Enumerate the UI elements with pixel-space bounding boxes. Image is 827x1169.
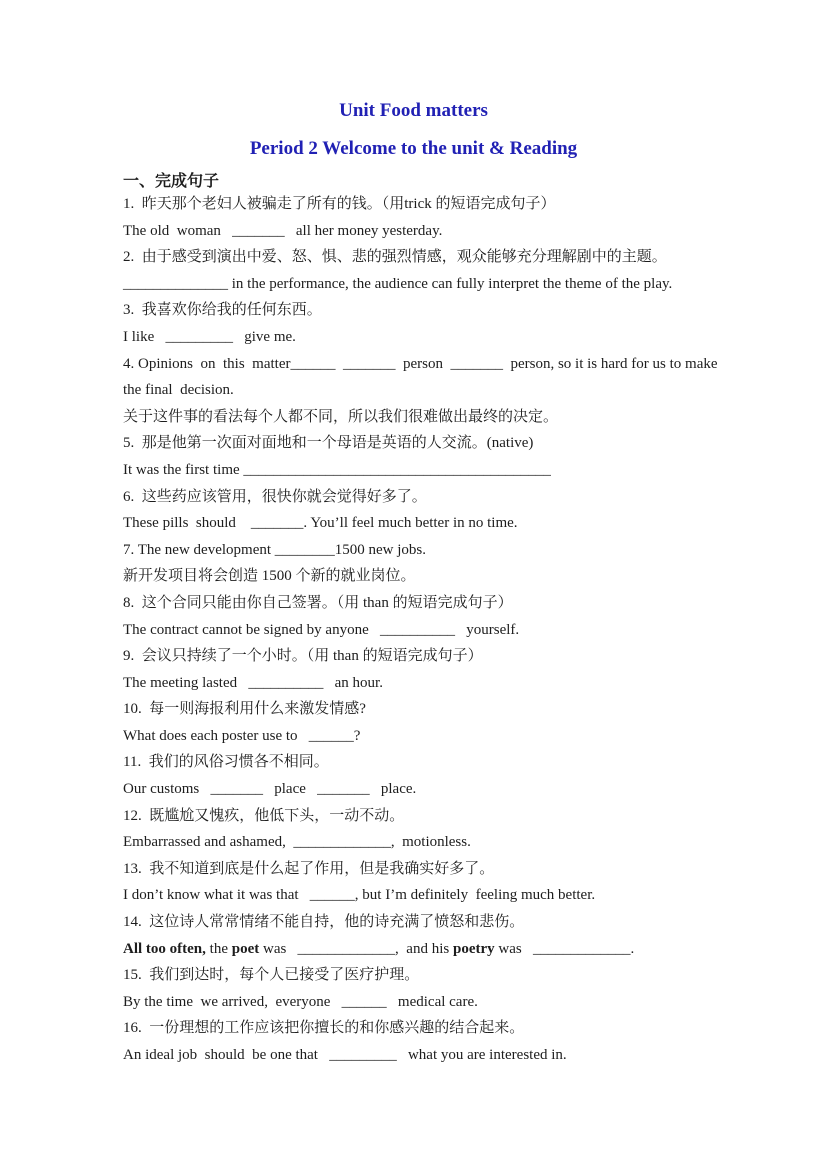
item-11-english-blank: Our customs _______ place _______ place. [123, 781, 417, 798]
item-12-chinese: 12. 既尴尬又愧疚，他低下头，一动不动。 [123, 807, 405, 824]
item-12-english-blank: Embarrassed and ashamed, _____________, motionless. [123, 834, 471, 851]
item-6-english-blank: These pills should _______. You’ll feel much better in no time. [123, 515, 518, 532]
item-16-english-blank: An ideal job should be one that _________ what you are interested in. [123, 1047, 567, 1063]
item-14-bold-poet: poet [231, 940, 260, 957]
unit-title: Unit Food matters [339, 100, 488, 121]
item-1-english-blank: The old woman _______ all her money yesterday. [123, 222, 443, 239]
period-title: Period 2 Welcome to the unit & Reading [249, 138, 578, 159]
item-14-text-2: was _____________, and his [259, 940, 453, 957]
item-2-english-blank: ______________ in the performance, the audience can fully interpret the theme of the play. [123, 275, 673, 292]
item-4-chinese: 关于这件事的看法每个人都不同，所以我们很难做出最终的决定。 [123, 408, 559, 425]
item-14-chinese: 14. 这位诗人常常情绪不能自持，他的诗充满了愤怒和悲伤。 [123, 914, 525, 931]
item-13-english-blank: I don’t know what it was that ______, but I’m definitely feeling much better. [123, 887, 596, 904]
item-7-chinese: 新开发项目将会创造 1500 个新的就业岗位。 [123, 568, 416, 585]
item-3-chinese: 3. 我喜欢你给我的任何东西。 [123, 302, 322, 319]
item-4-english-line2: the final decision. [123, 382, 234, 399]
item-5-chinese: 5. 那是他第一次面对面地和一个母语是英语的人交流。(native) [123, 435, 534, 452]
item-6-chinese: 6. 这些药应该管用，很快你就会觉得好多了。 [123, 488, 427, 505]
item-5-english-blank: It was the first time _________________________________________ [123, 461, 551, 478]
item-8-english-blank: The contract cannot be signed by anyone __________ yourself. [123, 621, 520, 638]
item-13-chinese: 13. 我不知道到底是什么起了作用，但是我确实好多了。 [123, 860, 495, 877]
item-15-english-blank: By the time we arrived, everyone ______ medical care. [123, 993, 478, 1010]
item-14-bold-all-too-often: All too often, [123, 940, 206, 957]
section-heading-complete-sentences: 一、完成句子 [123, 173, 220, 190]
item-10-english-blank: What does each poster use to ______? [123, 727, 361, 744]
item-14-bold-poetry: poetry [452, 940, 495, 957]
item-3-english-blank: I like _________ give me. [123, 328, 296, 345]
item-14-text-3: was _____________. [494, 940, 635, 957]
item-10-chinese: 10. 每一则海报利用什么来激发情感? [123, 701, 366, 718]
item-14-english-blank [123, 941, 704, 958]
item-16-chinese: 16. 一份理想的工作应该把你擅长的和你感兴趣的结合起来。 [123, 1020, 525, 1037]
item-9-chinese: 9. 会议只持续了一个小时。（用 than 的短语完成句子） [123, 648, 483, 665]
item-11-chinese: 11. 我们的风俗习惯各不相同。 [123, 754, 329, 771]
item-8-chinese: 8. 这个合同只能由你自己签署。（用 than 的短语完成句子） [123, 594, 513, 611]
item-9-english-blank: The meeting lasted __________ an hour. [123, 674, 383, 691]
item-4-english-line1: 4. Opinions on this matter______ _______ person _______ person, so it is hard for us to make [123, 355, 718, 372]
item-2-chinese: 2. 由于感受到演出中爱、怒、惧、悲的强烈情感，观众能够充分理解剧中的主题。 [123, 249, 667, 266]
item-1-chinese: 1. 昨天那个老妇人被骗走了所有的钱。（用trick 的短语完成句子） [123, 196, 556, 212]
item-15-chinese: 15. 我们到达时，每个人已接受了医疗护理。 [123, 967, 420, 984]
item-14-text-1: the [205, 940, 232, 957]
item-7-english-blank: 7. The new development ________1500 new jobs. [123, 541, 427, 558]
